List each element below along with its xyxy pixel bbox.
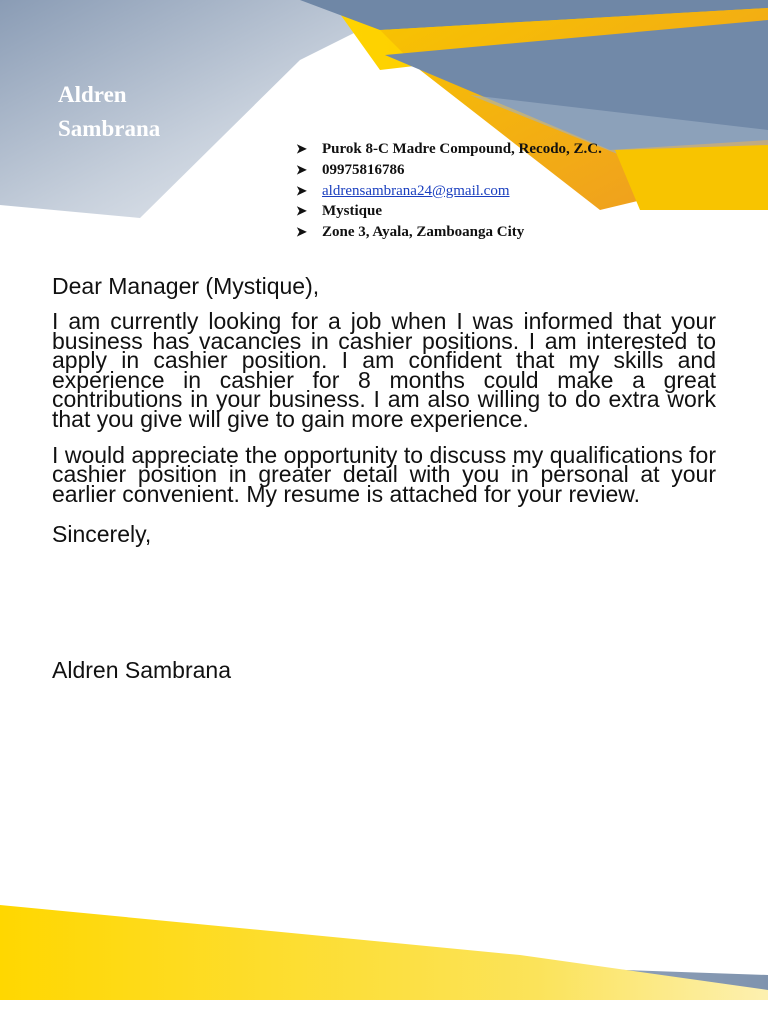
contact-company (296, 201, 602, 222)
contact-company-text: Mystique (322, 203, 382, 220)
contact-address-text: Purok 8-C Madre Compound, Recodo, Z.C. (322, 141, 602, 157)
email-link[interactable]: aldrensambrana24@gmail.com (322, 182, 510, 199)
footer-yellow-band (0, 905, 768, 1000)
arrow-bullet-icon: ➤ (296, 141, 307, 156)
contact-address (296, 139, 602, 160)
contact-phone (296, 160, 602, 181)
contact-location-text: Zone 3, Ayala, Zamboanga City (322, 224, 525, 241)
sender-last-name: Sambrana (58, 116, 161, 141)
arrow-bullet-icon: ➤ (296, 161, 307, 177)
contact-phone-text: 09975816786 (322, 161, 405, 178)
letter-body (52, 272, 716, 548)
salutation: Dear Manager (Mystique), (52, 273, 320, 299)
arrow-bullet-icon: ➤ (296, 224, 307, 240)
arrow-bullet-icon: ➤ (296, 182, 307, 198)
footer-white-edge (0, 1000, 768, 1024)
contact-list (296, 139, 602, 243)
closing: Sincerely, (52, 521, 152, 548)
sender-first-name: Aldren (58, 82, 127, 107)
paragraph-2: I would appreciate the opportunity to discuss my qualifications for cashier position in greater detail with you in personal at your earlier convenient. My resume is attached for your review. (52, 441, 716, 507)
signature: Aldren Sambrana (52, 657, 231, 683)
paragraph-1: I am currently looking for a job when I was informed that your business has vacancies in cashier positions. I am interested to apply in cashier position. I am confident that my skills and experience in cashier for 8 months could make a great contributions in your business. I am also willing to do extra work that you give will give to gain more experience. (52, 308, 716, 432)
contact-email (296, 181, 602, 202)
contact-location (296, 222, 602, 243)
header-yellow-right (615, 145, 768, 210)
sender-name-heading (58, 78, 160, 146)
arrow-bullet-icon: ➤ (296, 203, 307, 219)
